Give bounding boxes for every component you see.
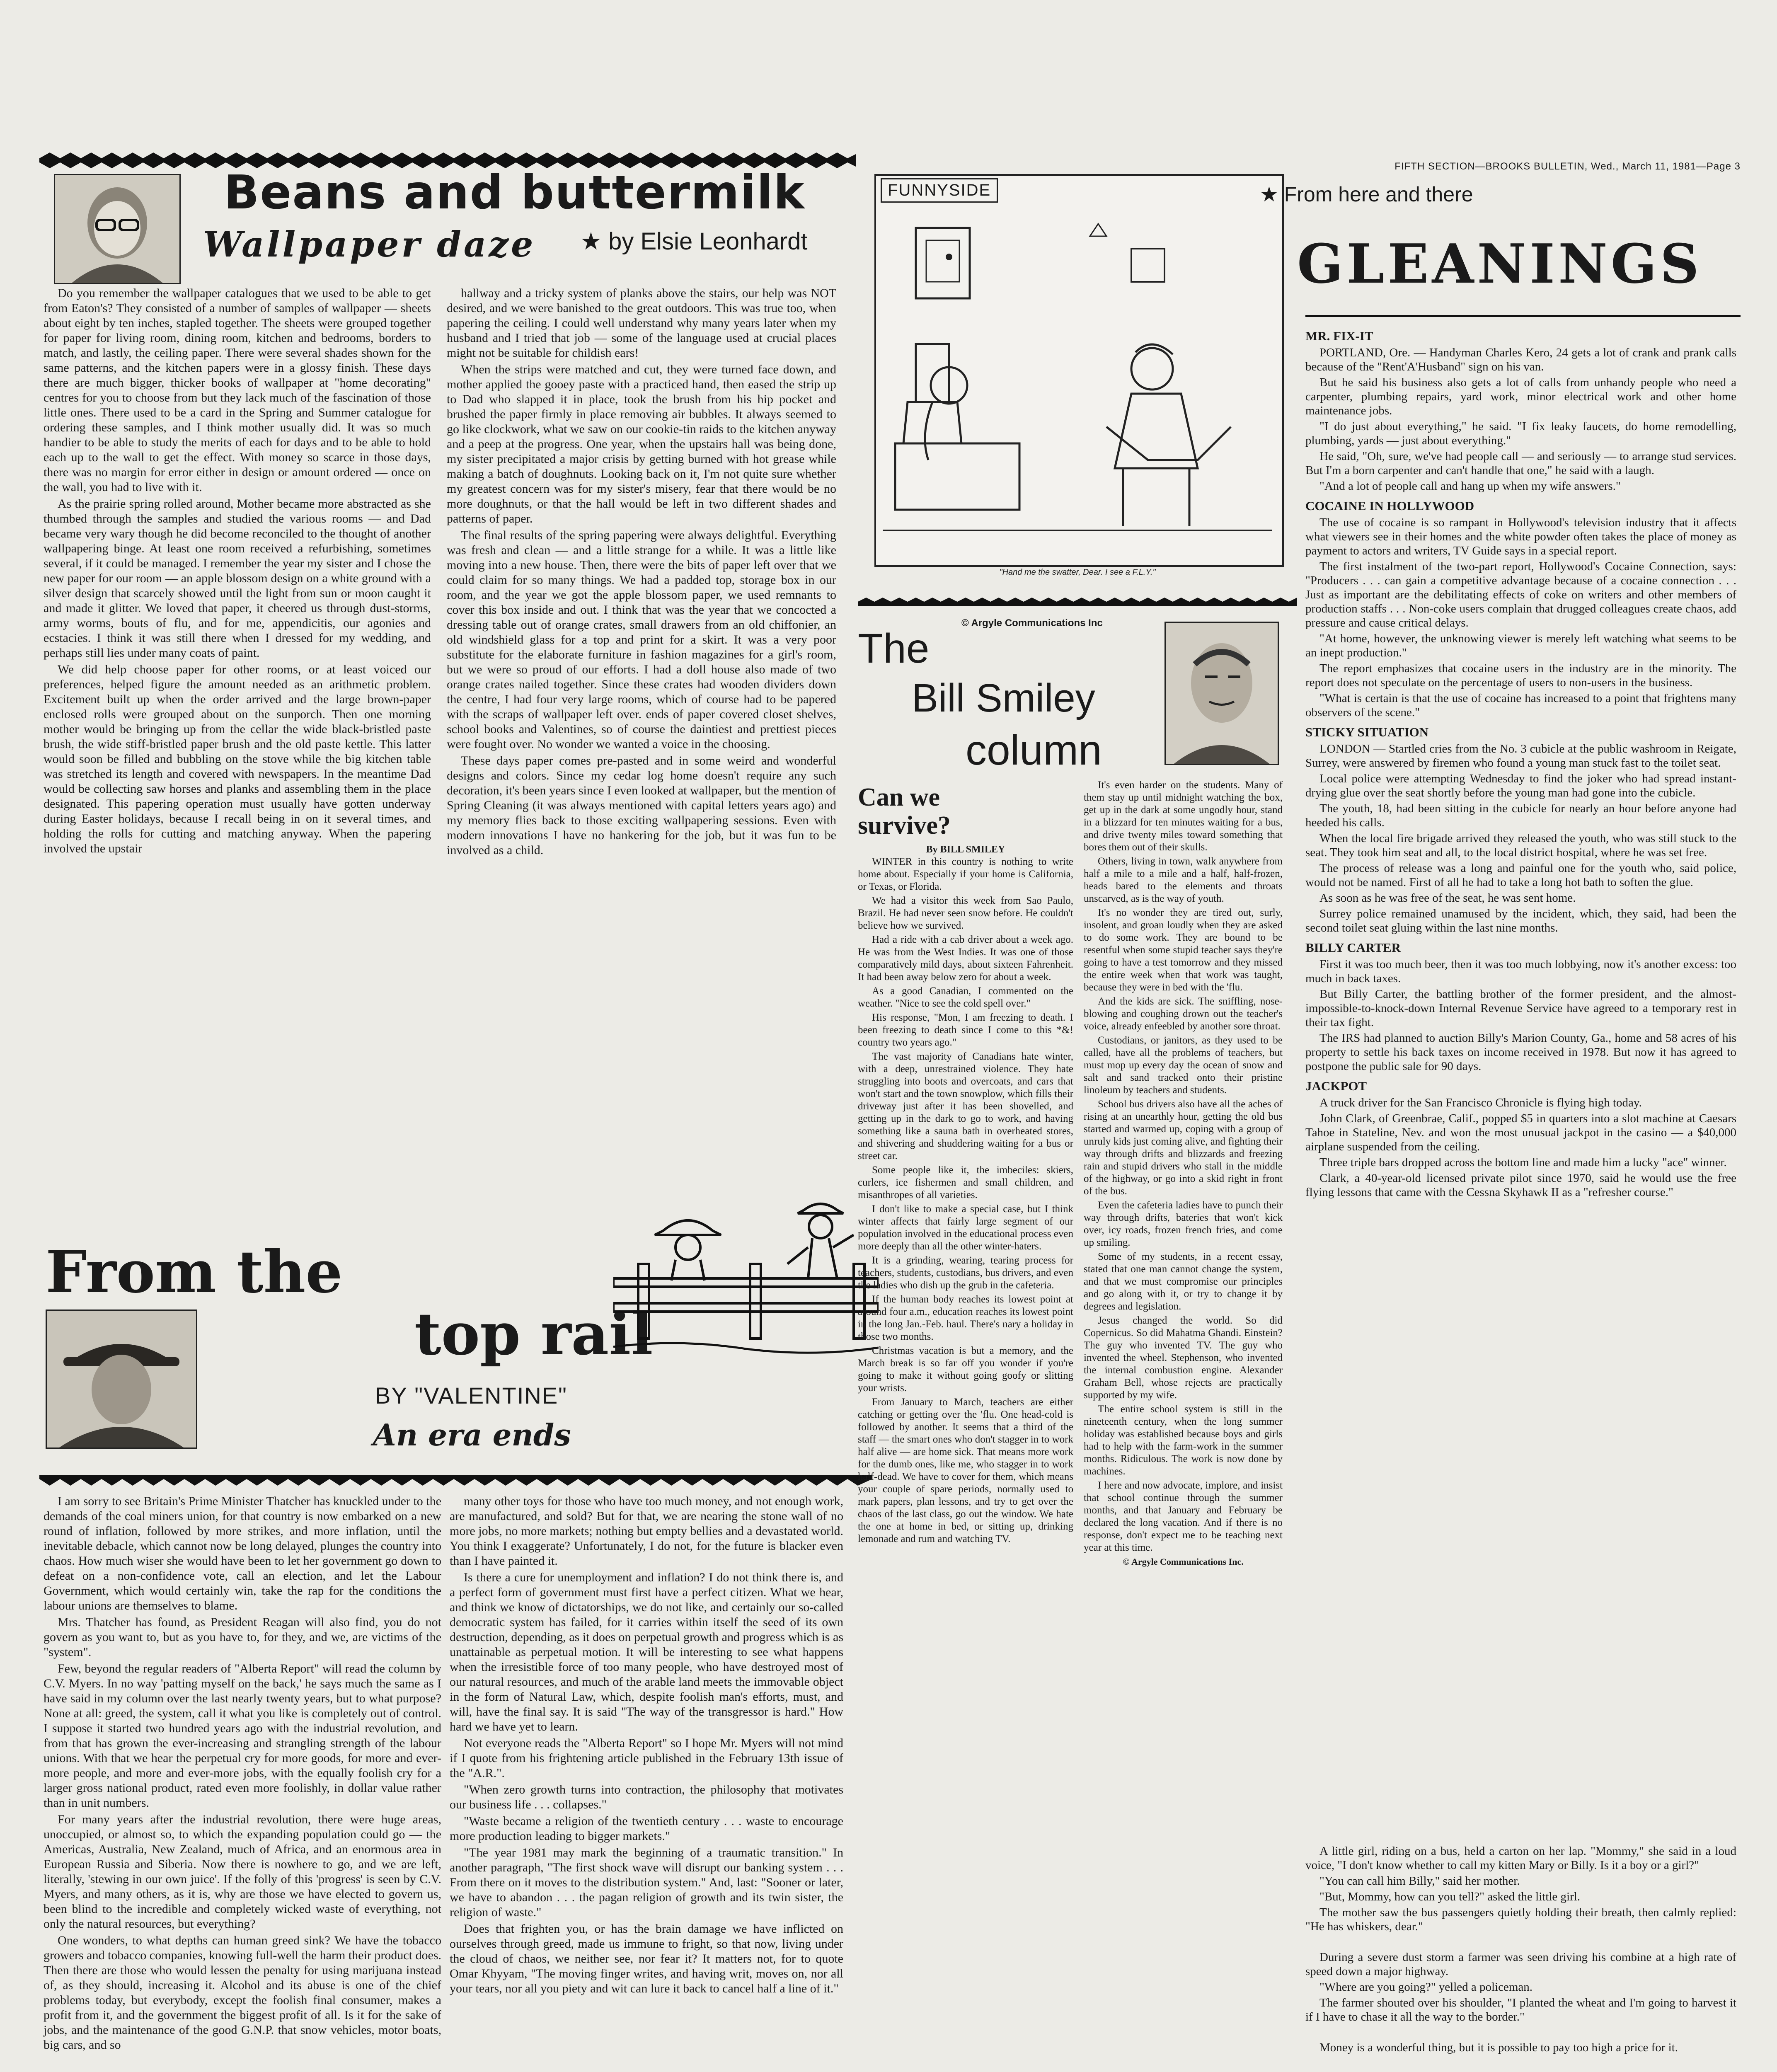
- paragraph: And the kids are sick. The sniffling, nose-blowing and coughing drown out the teacher's voice, already enfeebled by another sore throat.: [1084, 996, 1283, 1032]
- filler-paragraph: Money is a wonderful thing, but it is possible to pay too high a price for it.: [1319, 2041, 1678, 2054]
- paragraph: His response, "Mon, I am freezing to death. I been freezing to death since I come to this *&! country two years ago.": [858, 1012, 1073, 1048]
- author-photo-valentine: [46, 1310, 197, 1449]
- paragraph: Few, beyond the regular readers of "Alberta Report" will read the column by C.V. Myers. In no way 'patting myself on the back,' he says much the same as I have said in my column over the last nearly twenty years, but to what purpose? None at all: greed, the system, call it what you like is completely out of control. I suppose it started two hundred years ago with the industrial revolution, and from that has grown the ever-increasing and strangling strength of the labour unions. With that we hear the perpetual cry for more goods, for more and ever-more people, and more and ever-more jobs, with the equally foolish cry for a larger gross national product, rated even more foolishly, in dollar value rather than in unit numbers.: [44, 1662, 441, 1810]
- filler-paragraph: The farmer shouted over his shoulder, "I planted the wheat and I'm going to harvest it if I have to chase it all the way to the border.": [1305, 1996, 1736, 2024]
- toprail-column-2: [450, 1494, 843, 1998]
- paragraph: First it was too much beer, then it was too much lobbying, now it's another excess: too much in back taxes.: [1305, 958, 1736, 985]
- paragraph: It's even harder on the students. Many of them stay up until midnight watching the box, get up in the dark at some ungodly hour, stand in a blizzard for ten minutes waiting for a bus, and drive twenty miles toward something that bores them out of their skulls.: [1084, 779, 1283, 853]
- funnyside-caption: "Hand me the swatter, Dear. I see a F.L.Y.": [999, 568, 1156, 577]
- paragraph: He said, "Oh, sure, we've had people call — and seriously — to arrange stud services. But I'm a born carpenter and can't handle that one," he said with a laugh.: [1305, 450, 1736, 477]
- zigzag-border-smiley: [858, 597, 1297, 613]
- toprail-title-line1: From the: [46, 1238, 343, 1306]
- beans-column-2: [447, 286, 836, 859]
- paragraph: Not everyone reads the "Alberta Report" so I hope Mr. Myers will not mind if I quote from his frightening article published in the February 13th issue of the "A.R.".: [450, 1736, 843, 1780]
- paragraph: "When zero growth turns into contraction, the philosophy that motivates our business life . . . collapses.": [450, 1783, 843, 1811]
- paragraph: The vast majority of Canadians hate winter, with a deep, unrestrained violence. They hate struggling into boots and overcoats, and cars that won't start and the town snowplow, which fills their driveway just after it has been shovelled, and getting up in the dark to go to work, and having something like a sauna bath in overheated stores, and shivering and shuddering waiting for a bus or street car.: [858, 1051, 1073, 1162]
- toprail-title-line2: top rail: [414, 1300, 653, 1368]
- paragraph: The process of release was a long and painful one for the youth who, said police, would not be named. First of all he had to take a long hot bath to soften the glue.: [1305, 862, 1736, 889]
- filler-paragraph: "Where are you going?" yelled a policeman.: [1319, 1980, 1533, 1994]
- paragraph: But he said his business also gets a lot of calls from unhandy people who need a carpenter, plumbing repairs, yard work, minor electrical work and other home maintenance jobs.: [1305, 376, 1736, 417]
- paragraph: Clark, a 40-year-old licensed private pilot since 1970, said he would use the free flying lessons that came with the Cessna Skyhawk II as a "refresher course.": [1305, 1172, 1736, 1199]
- paragraph: The youth, 18, had been sitting in the cubicle for nearly an hour before anyone had heeded his calls.: [1305, 802, 1736, 829]
- toprail-byline: BY "VALENTINE": [375, 1382, 568, 1409]
- paragraph: Even the cafeteria ladies have to punch their way through drifts, bateries that won't kick over, icy roads, frozen french fries, and come up smiling.: [1084, 1200, 1283, 1248]
- paragraph: I am sorry to see Britain's Prime Minister Thatcher has knuckled under to the demands of the coal miners union, for that country is now embarked on a new round of inflation, followed by more strikes, and more inflation, until the inevitable debacle, which cannot now be long delayed, plunges the country into chaos. How much wiser she would have been to let her government go down to defeat on a non-confidence vote, call an election, and let the Labour Government, which would certainly win, take the rap for the conditions the labour unions are themselves to blame.: [44, 1494, 441, 1612]
- paragraph: Some people like it, the imbeciles: skiers, curlers, ice fishermen and small children, and misanthropes of all varieties.: [858, 1164, 1073, 1201]
- filler-paragraph: A little girl, riding on a bus, held a carton on her lap. "Mommy," she said in a loud voice, "I don't know whether to call my kitten Mary or Billy. Is it a boy or a girl?": [1305, 1844, 1736, 1872]
- paragraph: Mrs. Thatcher has found, as President Reagan will also find, you do not govern as you want to, but as you have to, for they, and we, are victims of the "system".: [44, 1615, 441, 1659]
- paragraph: From January to March, teachers are either catching or getting over the 'flu. One head-cold is followed by another. It seems that a third of the staff — the smart ones who don't stagger in to work half alive — are home sick. That means more work for the dumb ones, like me, who stagger in to work half-dead. We have to cover for them, which means your couple of spare periods, normally used to mark papers, plan lessons, and try to get over the chaos of the last class, go out the window. We hate the one at home in bed, or sitting up, drinking lemonade and rum and watching TV.: [858, 1397, 1073, 1544]
- paragraph: Do you remember the wallpaper catalogues that we used to be able to get from Eaton's? They consisted of a number of samples of wallpaper — sheets about eight by ten inches, stapled together. The sheets were grouped together for paper for living room, dining room, kitchen and bedrooms, borders to match, and lastly, the ceiling paper. There were several shades shown for the same patterns, and the kitchen papers were in a glossy finish. These days there are much bigger, thicker books of wallpaper at "home decorating" centres for you to choose from but they lack much of the fascination of those little ones. There used to be a card in the Spring and Summer catalogue for ordering these samples, and I think mother usually did. It was so much handier to be able to study the merits of each for days and to be able to hold each up to the wall to get the effect. With money so scarce in those days, there was no margin for error either in design or amount ordered — once on the wall, you had to live with it.: [44, 286, 431, 494]
- paragraph: School bus drivers also have all the aches of rising at an unearthly hour, getting the old bus started and warmed up, coping with a group of unruly kids just coming alive, and fighting their way through drifts and blizzards and freezing rain and stupid drivers who stall in the middle of the highway, or go into a skid right in front of the bus.: [1084, 1099, 1283, 1197]
- paragraph: The first instalment of the two-part report, Hollywood's Cocaine Connection, says: "Producers . . . can gain a competitive advantage because of a cocaine connection . . . Just as important are the debilitating effects of coke on writers and other members of production staffs . . . Non-coke users complain that drugged colleagues create chaos, add pressure and cause critical delays.: [1305, 560, 1736, 629]
- paragraph: We did help choose paper for other rooms, or at least voiced our preferences, helped figure the amount needed as an arithmetic problem. Excitement built up when the order arrived and the large brown-paper enclosed rolls were grouped about on the sunporch. Then one morning mother would be bringing up from the cellar the wide black-bristled paste brush, the wide stiff-bristled paper brush and the old paste kettle. This latter would soon be filled and bubbling on the stove while the big kitchen table was stretched its length and covered with newspapers. In the meantime Dad would be collecting saw horses and planks and assembling them in the place designated. This papering operation must usually have gotten underway during Easter holidays, because I recall being in on it several times, and holding the rolls for cutting and matching anyway. When the papering involved the upstair: [44, 663, 431, 855]
- paragraph: Others, living in town, walk anywhere from half a mile to a mile and a half, half-frozen, heads bared to the elements and throats unscarved, as is the way of youth.: [1084, 856, 1283, 904]
- smiley-title-the: The: [858, 625, 930, 672]
- paragraph: As a good Canadian, I commented on the weather. "Nice to see the cold spell over.": [858, 985, 1073, 1009]
- toprail-subtitle: An era ends: [373, 1417, 571, 1452]
- beans-subtitle: Wallpaper daze: [203, 224, 536, 265]
- paragraph: hallway and a tricky system of planks above the stairs, our help was NOT desired, and we were banished to the great outdoors. This was true too, when papering the ceiling. I could well understand why many years later when my husband and I tried that job — some of the language used at crucial places might not be suitable for childish ears!: [447, 286, 836, 360]
- paragraph: The IRS had planned to auction Billy's Marion County, Ga., home and 58 acres of his property to settle his back taxes on income received in 1978. But now it has agreed to postpone the public sale for 90 days.: [1305, 1031, 1736, 1073]
- smiley-title-name: Bill Smiley: [912, 676, 1095, 720]
- paragraph: Custodians, or janitors, as they used to be called, have all the problems of teachers, but must mop up every day the ocean of snow and salt and sand tracked onto their pristine linoleum by teachers and students.: [1084, 1035, 1283, 1096]
- item-heading: COCAINE IN HOLLYWOOD: [1305, 499, 1474, 513]
- paragraph: But Billy Carter, the battling brother of the former president, and the almost-impossible-to-knock-down Internal Revenue Service have agreed to a temporary rest in their tax fight.: [1305, 988, 1736, 1029]
- gleanings-rule: [1305, 315, 1741, 317]
- filler-paragraph: "But, Mommy, how can you tell?" asked the little girl.: [1319, 1890, 1581, 1903]
- item-heading: STICKY SITUATION: [1305, 725, 1429, 739]
- smiley-headline: Can we survive?: [858, 783, 951, 840]
- paragraph: When the local fire brigade arrived they released the youth, who was still stuck to the seat. They took him seat and all, to the local district hospital, where he was set free.: [1305, 832, 1736, 859]
- paragraph: I here and now advocate, implore, and insist that school continue through the summer months, and that January and February be declared the long vacation. And if there is no response, don't expect me to be teaching next year at this time.: [1084, 1480, 1283, 1553]
- smiley-title-column: column: [966, 726, 1102, 774]
- paragraph: "I do just about everything," he said. "I fix leaky faucets, do home remodelling, plumbing, yards — just about everything.": [1305, 420, 1736, 447]
- paragraph: The final results of the spring papering were always delightful. Everything was fresh and clean — and a little strange for a while. It was a little like moving into a new house. Then, there were the bits of paper left over that we could claim for so many things. We had a padded top, storage box in our room, and the year we got the apple blossom paper, we used remnants to cover this box inside and out. I think that was the year that we concocted a dressing table out of orange crates, small drawers from an old chiffonier, an old windshield glass for a top and print for a skirt. It was a very poor substitute for the elaborate furniture in fashion magazines for a girl's room, but we were so proud of our efforts. I had a doll house also made of two orange crates nailed together. Since these crates had wooden dividers down the centre, I had four very large rooms, which of course had to be papered with the scraps of wallpaper left over. ends of paper covered closet shelves, school books and Valentines, so of course the daintiest and prettiest pieces were fought over. No wonder we wanted a voice in the choosing.: [447, 528, 836, 751]
- page-header: FIFTH SECTION—BROOKS BULLETIN, Wed., March 11, 1981—Page 3: [1394, 161, 1741, 172]
- paragraph: For many years after the industrial revolution, there were huge areas, unoccupied, or almost so, to which the expanding population could go — the Americas, Australia, New Zealand, much of Africa, and an enormous area in European Russia and Siberia. Now there is nowhere to go, and we are left, literally, 'stewing in our own juice'. If the folly of this 'progress' is seen by C.V. Myers, and many others, as it is, why are those we have elected to govern us, been blind to the incredible and completely wicked waste of everything, not only the natural resources, but everything?: [44, 1813, 441, 1931]
- paragraph: "What is certain is that the use of cocaine has increased to a point that frightens many observers of the scene.": [1305, 692, 1736, 719]
- item-heading: MR. FIX-IT: [1305, 329, 1373, 343]
- paragraph: If the human body reaches its lowest point at around four a.m., education reaches its lowest point in the long Jan.-Feb. haul. There's nary a holiday in those two months.: [858, 1294, 1073, 1342]
- beans-byline: ★ by Elsie Leonhardt: [580, 228, 808, 255]
- gleanings-items: [1305, 323, 1736, 1201]
- paragraph: The report emphasizes that cocaine users in the industry are in the minority. The report does not speculate on the percentage of users to non-users in the business.: [1305, 662, 1736, 689]
- paragraph: We had a visitor this week from Sao Paulo, Brazil. He had never seen snow before. He couldn't believe how we survived.: [858, 895, 1073, 931]
- paragraph: As soon as he was free of the seat, he was sent home.: [1319, 891, 1576, 905]
- zigzag-border-bottom: [39, 1469, 872, 1487]
- paragraph: "Waste became a religion of the twentieth century . . . waste to encourage more production leading to bigger markets.": [450, 1814, 843, 1843]
- gleanings-fillers: [1305, 1844, 1736, 2072]
- paragraph: The use of cocaine is so rampant in Hollywood's television industry that it affects what viewers see in their homes and the white powder often takes the place of money as payment to actors and writers, TV Guide says in a special report.: [1305, 516, 1736, 557]
- paragraph: Had a ride with a cab driver about a week ago. He was from the West Indies. It was one of those comparatively mild days, about sixteen Fahrenheit. It had been away below zero for about a week.: [858, 934, 1073, 983]
- smiley-credit: © Argyle Communications Inc: [961, 617, 1103, 629]
- filler-paragraph: The mother saw the bus passengers quietly holding their breath, then calmly replied: "He has whiskers, dear.": [1305, 1906, 1736, 1933]
- paragraph: Jesus changed the world. So did Copernicus. So did Mahatma Ghandi. Einstein? The guy who invented TV. The guy who invented the wheel. Stephenson, who invented the internal combustion engine. Alexander Graham Bell, whose rejects are practically supported by my wife.: [1084, 1315, 1283, 1401]
- paragraph: Christmas vacation is but a memory, and the March break is so far off you wonder if you're going to make it without going goofy or slitting your wrists.: [858, 1345, 1073, 1394]
- paragraph: Some of my students, in a recent essay, stated that one man cannot change the system, and that we must compromise our principles and go along with it, or try to change it by degrees and legislation.: [1084, 1251, 1283, 1312]
- author-photo-bill-smiley: [1164, 622, 1279, 765]
- gleanings-kicker: ★ From here and there: [1260, 183, 1473, 206]
- paragraph: "And a lot of people call and hang up when my wife answers.": [1319, 479, 1621, 493]
- paragraph: Does that frighten you, or has the brain damage we have inflicted on ourselves through greed, made us immune to fright, so that now, living under the cloud of chaos, we neither see, nor fear it? It matters not, for to quote Omar Khyyam, "The moving finger writes, and having writ, moves on, nor all your tears, nor all you piety and wit can lure it back to cancel half a line of it.": [450, 1922, 843, 1995]
- funnyside-label: FUNNYSIDE: [881, 178, 998, 203]
- smiley-byline: By BILL SMILEY: [926, 844, 1005, 855]
- filler-paragraph: "You can call him Billy," said her mother.: [1319, 1874, 1520, 1888]
- author-photo-elsie-leonhardt: [54, 174, 181, 284]
- item-heading: JACKPOT: [1305, 1079, 1367, 1093]
- paragraph: These days paper comes pre-pasted and in some weird and wonderful designs and colors. Since my cedar log home doesn't require any such decoration, it's been years since I even looked at wallpaper, but the mention of Spring Cleaning (it was always mentioned with capital letters years ago) and my memory flies back to those exciting wallpapering sessions. Even with modern innovations I have no hankering for the job, but it was fun to be involved as a child.: [447, 754, 836, 857]
- paragraph: "The year 1981 may mark the beginning of a traumatic transition." In another paragraph, "The first shock wave will disrupt our banking system . . . From there on it moves to the distribution system." And, last: "Sooner or later, we have to abandon . . . the pagan religion of growth and its twin sister, the religion of waste.": [450, 1846, 843, 1919]
- paragraph: Local police were attempting Wednesday to find the joker who had spread instant-drying glue over the seat shortly before the young man had gone into the cubicle.: [1305, 772, 1736, 799]
- cartoon-couple-illustration: [883, 211, 1272, 551]
- paragraph: Is there a cure for unemployment and inflation? I do not think there is, and a perfect form of government must first have a perfect citizen. What we hear, and think we know of dictatorships, we do not like, and certainly our so-called democratic system has failed, for it carries within itself the seed of its own destruction, depending, as it does on perpetual growth and progress which is as unattainable as perpetual motion. It will be interesting to see what happens when the irresistible force of too many people, who have destroyed most of our natural resources, and much of the arable land meets the immovable object in the form of Natural Law, which, despite foolish man's efforts, must, and will, have the final say. It is said "The way of the transgressor is hard." How hard we have yet to learn.: [450, 1571, 843, 1733]
- paragraph: "At home, however, the unknowing viewer is merely left watching what seems to be an inept production.": [1305, 632, 1736, 659]
- paragraph: One wonders, to what depths can human greed sink? We have the tobacco growers and tobacco companies, knowing full-well the harm their product does. Then there are those who would lessen the penalty for using marijuana instead of, as they should, increasing it. Alcohol and its abuse is one of the chief problems today, but everybody, except the foolish final consumer, makes a profit from it, and the government the biggest profit of all. Is it for the sake of jobs, and the maintenance of the good G.N.P. that snow vehicles, motor boats, big cars, and so: [44, 1934, 441, 2052]
- paragraph: LONDON — Startled cries from the No. 3 cubicle at the public washroom in Reigate, Surrey, were answered by firemen who found a young man stuck fast to the toilet seat.: [1305, 742, 1736, 770]
- paragraph: The entire school system is still in the nineteenth century, when the long summer holiday was established because boys and girls had to help with the farm-work in the summer months. Ridiculous. The work is now done by machines.: [1084, 1404, 1283, 1477]
- cartoon-fence-illustration: [613, 1185, 879, 1359]
- paragraph: A truck driver for the San Francisco Chronicle is flying high today.: [1319, 1096, 1642, 1109]
- paragraph: many other toys for those who have too much money, and not enough work, are manufactured, and sold? But for that, we are nearing the stone wall of no more jobs, no more markets; nothing but empty bellies and a devastated world. You think I exaggerate? Unfortunately, I do not, for the future is blacker even than I have painted it.: [450, 1494, 843, 1568]
- smiley-column-2: [1084, 779, 1283, 1568]
- paragraph: Three triple bars dropped across the bottom line and made him a lucky "ace" winner.: [1319, 1156, 1727, 1169]
- beans-title: Beans and buttermilk: [224, 166, 805, 220]
- item-heading: BILLY CARTER: [1305, 940, 1401, 955]
- paragraph: As the prairie spring rolled around, Mother became more abstracted as she thumbed through the samples and studied the various rooms — and Dad became very wary though he did become reconciled to the thought of another wallpapering binge. At least one room received a refurbishing, sometimes several, if it could be managed. I remember the year my sister and I chose the new paper for our room — an apple blossom design on a white ground with a silver design that scarcely showed until the light from sun or moon caught it and made it glitter. We loved that paper, it cheered us through dust-storms, army worms, bouts of flu, and for me, appendicitis, our agonies and ecstacies. I think it was still there when I dressed for my wedding, and perhaps still lies under many coats of paint.: [44, 497, 431, 660]
- gleanings-title: GLEANINGS: [1297, 232, 1702, 295]
- smiley-credit-end: © Argyle Communications Inc.: [1123, 1556, 1244, 1567]
- paragraph: John Clark, of Greenbrae, Calif., popped $5 in quarters into a slot machine at Caesars Tahoe in Stateline, Nev. and won the most unusual jackpot in the casino — a $40,000 airplane suspended from the ceiling.: [1305, 1112, 1736, 1153]
- smiley-column-1: [858, 843, 1073, 1547]
- beans-column-1: [44, 286, 431, 858]
- paragraph: Surrey police remained unamused by the incident, which, they said, had been the second toilet seat gluing within the last nine months.: [1305, 907, 1736, 934]
- paragraph: It's no wonder they are tired out, surly, insolent, and groan loudly when they are asked to do some work. They are bound to be resentful when some stupid teacher says they're going to have a test tomorrow and they missed the entire week when that work was taught, because they were in bed with the 'flu.: [1084, 907, 1283, 993]
- paragraph: It is a grinding, wearing, tearing process for teachers, students, custodians, bus drivers, and even the ladies who dish up the grub in the cafeteria.: [858, 1255, 1073, 1291]
- filler-paragraph: During a severe dust storm a farmer was seen driving his combine at a high rate of speed down a major highway.: [1305, 1951, 1736, 1978]
- paragraph: When the strips were matched and cut, they were turned face down, and mother applied the gooey paste with a practiced hand, then eased the strip up to Dad who slapped it in place, took the brush from his hip pocket and brushed the paper firmly in place removing air bubbles. It always seemed to go like clockwork, what we saw on our cookie-tin raids to the kitchen anyway and a peep at the progress. One year, when the upstairs hall was being done, my sister precipitated a major crisis by getting burned with hot grease while making a batch of doughnuts. Looking back on it, I'm not quite sure whether my greatest concern was for my sister's misery, fear that there would be no more doughnuts, or that the hall would be left in two different shades and patterns of paper.: [447, 363, 836, 525]
- paragraph: I don't like to make a special case, but I think winter affects that fairly large segment of our population involved in the educational process even more deeply than all the other winter-haters.: [858, 1203, 1073, 1252]
- toprail-column-1: [44, 1494, 441, 2054]
- paragraph: WINTER in this country is nothing to write home about. Especially if your home is California, or Texas, or Florida.: [858, 856, 1073, 892]
- paragraph: PORTLAND, Ore. — Handyman Charles Kero, 24 gets a lot of crank and prank calls because of the "Rent'A'Husband" sign on his van.: [1305, 346, 1736, 373]
